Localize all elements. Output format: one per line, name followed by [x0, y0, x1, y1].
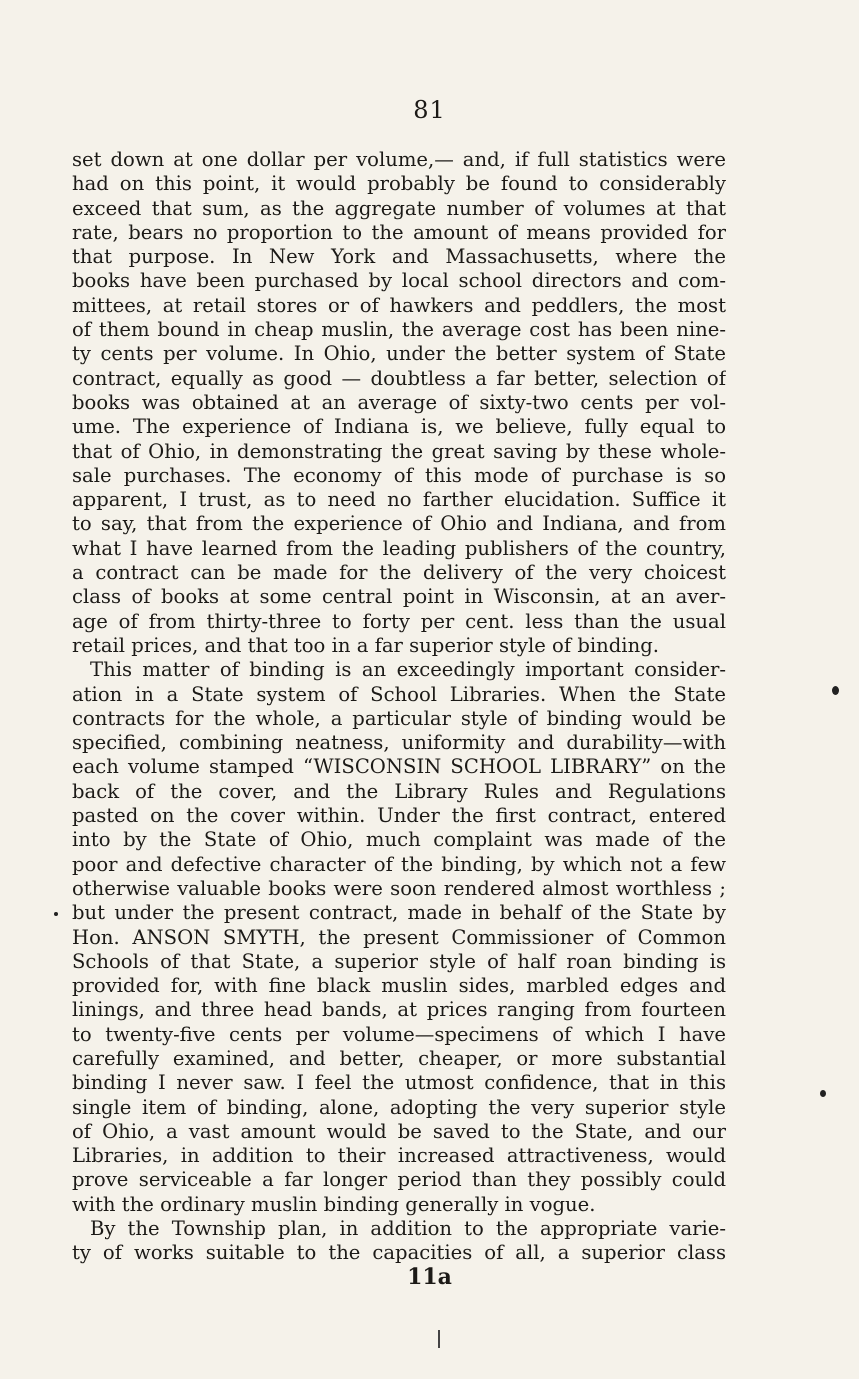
text-line: poor and defective character of the binding, by which not a few: [72, 852, 726, 876]
text-line: of Ohio, a vast amount would be saved to the State, and our: [72, 1119, 726, 1143]
text-line: single item of binding, alone, adopting the very superior style: [72, 1095, 726, 1119]
text-line: apparent, I trust, as to need no farther elucidation. Suffice it: [72, 488, 726, 512]
text-line: class of books at some central point in Wisconsin, at an aver-: [72, 585, 726, 609]
text-line: books was obtained at an average of sixty-two cents per vol-: [72, 390, 726, 414]
text-line: binding I never saw. I feel the utmost confidence, that in this: [72, 1071, 726, 1095]
text-line: exceed that sum, as the aggregate number of volumes at that: [72, 196, 726, 220]
text-line: into by the State of Ohio, much complaint was made of the: [72, 828, 726, 852]
text-line: to twenty-five cents per volume—specimens of which I have: [72, 1022, 726, 1046]
text-line: retail prices, and that too in a far superior style of binding.: [72, 633, 659, 657]
text-line: to say, that from the experience of Ohio and Indiana, and from: [72, 512, 726, 536]
text-line: specified, combining neatness, uniformity and durability—with: [72, 731, 726, 755]
text-line: ume. The experience of Indiana is, we believe, fully equal to: [72, 415, 726, 439]
text-line: linings, and three head bands, at prices ranging from fourteen: [72, 998, 726, 1022]
scan-mark: [438, 1330, 440, 1348]
text-line: that of Ohio, in demonstrating the great saving by these whole-: [72, 439, 726, 463]
text-line: Hon. ANSON SMYTH, the present Commissioner of Common: [72, 925, 726, 949]
text-line: pasted on the cover within. Under the first contract, entered: [72, 804, 726, 828]
text-line: books have been purchased by local school directors and com-: [72, 269, 726, 293]
text-line: contract, equally as good — doubtless a far better, selection of: [72, 366, 726, 390]
text-line: ation in a State system of School Libraries. When the State: [72, 682, 726, 706]
text-line: ty cents per volume. In Ohio, under the better system of State: [72, 342, 726, 366]
text-line: with the ordinary muslin binding generally in vogue.: [72, 1192, 596, 1216]
text-line: rate, bears no proportion to the amount of means provided for: [72, 220, 726, 244]
body-text: [72, 148, 726, 1266]
text-line: ty of works suitable to the capacities of all, a superior class: [72, 1241, 726, 1265]
text-line: Libraries, in addition to their increased attractiveness, would: [72, 1144, 726, 1168]
text-line: a contract can be made for the delivery of the very choicest: [72, 561, 726, 585]
signature-mark: 11a: [407, 1264, 452, 1290]
scan-speck: [832, 686, 839, 695]
scan-speck: [54, 912, 58, 916]
text-line: what I have learned from the leading publishers of the country,: [72, 536, 726, 560]
text-line: age of from thirty-three to forty per cent. less than the usual: [72, 609, 726, 633]
text-line: had on this point, it would probably be found to considerably: [72, 172, 726, 196]
text-line: mittees, at retail stores or of hawkers and peddlers, the most: [72, 293, 726, 317]
text-line: carefully examined, and better, cheaper, or more substantial: [72, 1046, 726, 1070]
text-line: each volume stamped “WISCONSIN SCHOOL LIBRARY” on the: [72, 755, 726, 779]
text-line: sale purchases. The economy of this mode of purchase is so: [72, 463, 726, 487]
text-line: of them bound in cheap muslin, the average cost has been nine-: [72, 318, 726, 342]
text-line: By the Township plan, in addition to the appropriate varie-: [90, 1217, 726, 1241]
text-line: provided for, with fine black muslin sides, marbled edges and: [72, 974, 726, 998]
text-line: set down at one dollar per volume,— and, if full statistics were: [72, 148, 726, 171]
text-line: Schools of that State, a superior style of half roan binding is: [72, 949, 726, 973]
text-line: that purpose. In New York and Massachusetts, where the: [72, 245, 726, 269]
text-line: This matter of binding is an exceedingly important consider-: [90, 658, 726, 682]
text-line: but under the present contract, made in behalf of the State by: [72, 901, 726, 925]
text-line: prove serviceable a far longer period than they possibly could: [72, 1168, 726, 1192]
text-line: otherwise valuable books were soon rendered almost worthless ;: [72, 876, 726, 900]
scan-speck: [820, 1090, 826, 1097]
text-line: contracts for the whole, a particular style of binding would be: [72, 706, 726, 730]
text-line: back of the cover, and the Library Rules and Regulations: [72, 779, 726, 803]
page-number: 81: [413, 96, 446, 124]
